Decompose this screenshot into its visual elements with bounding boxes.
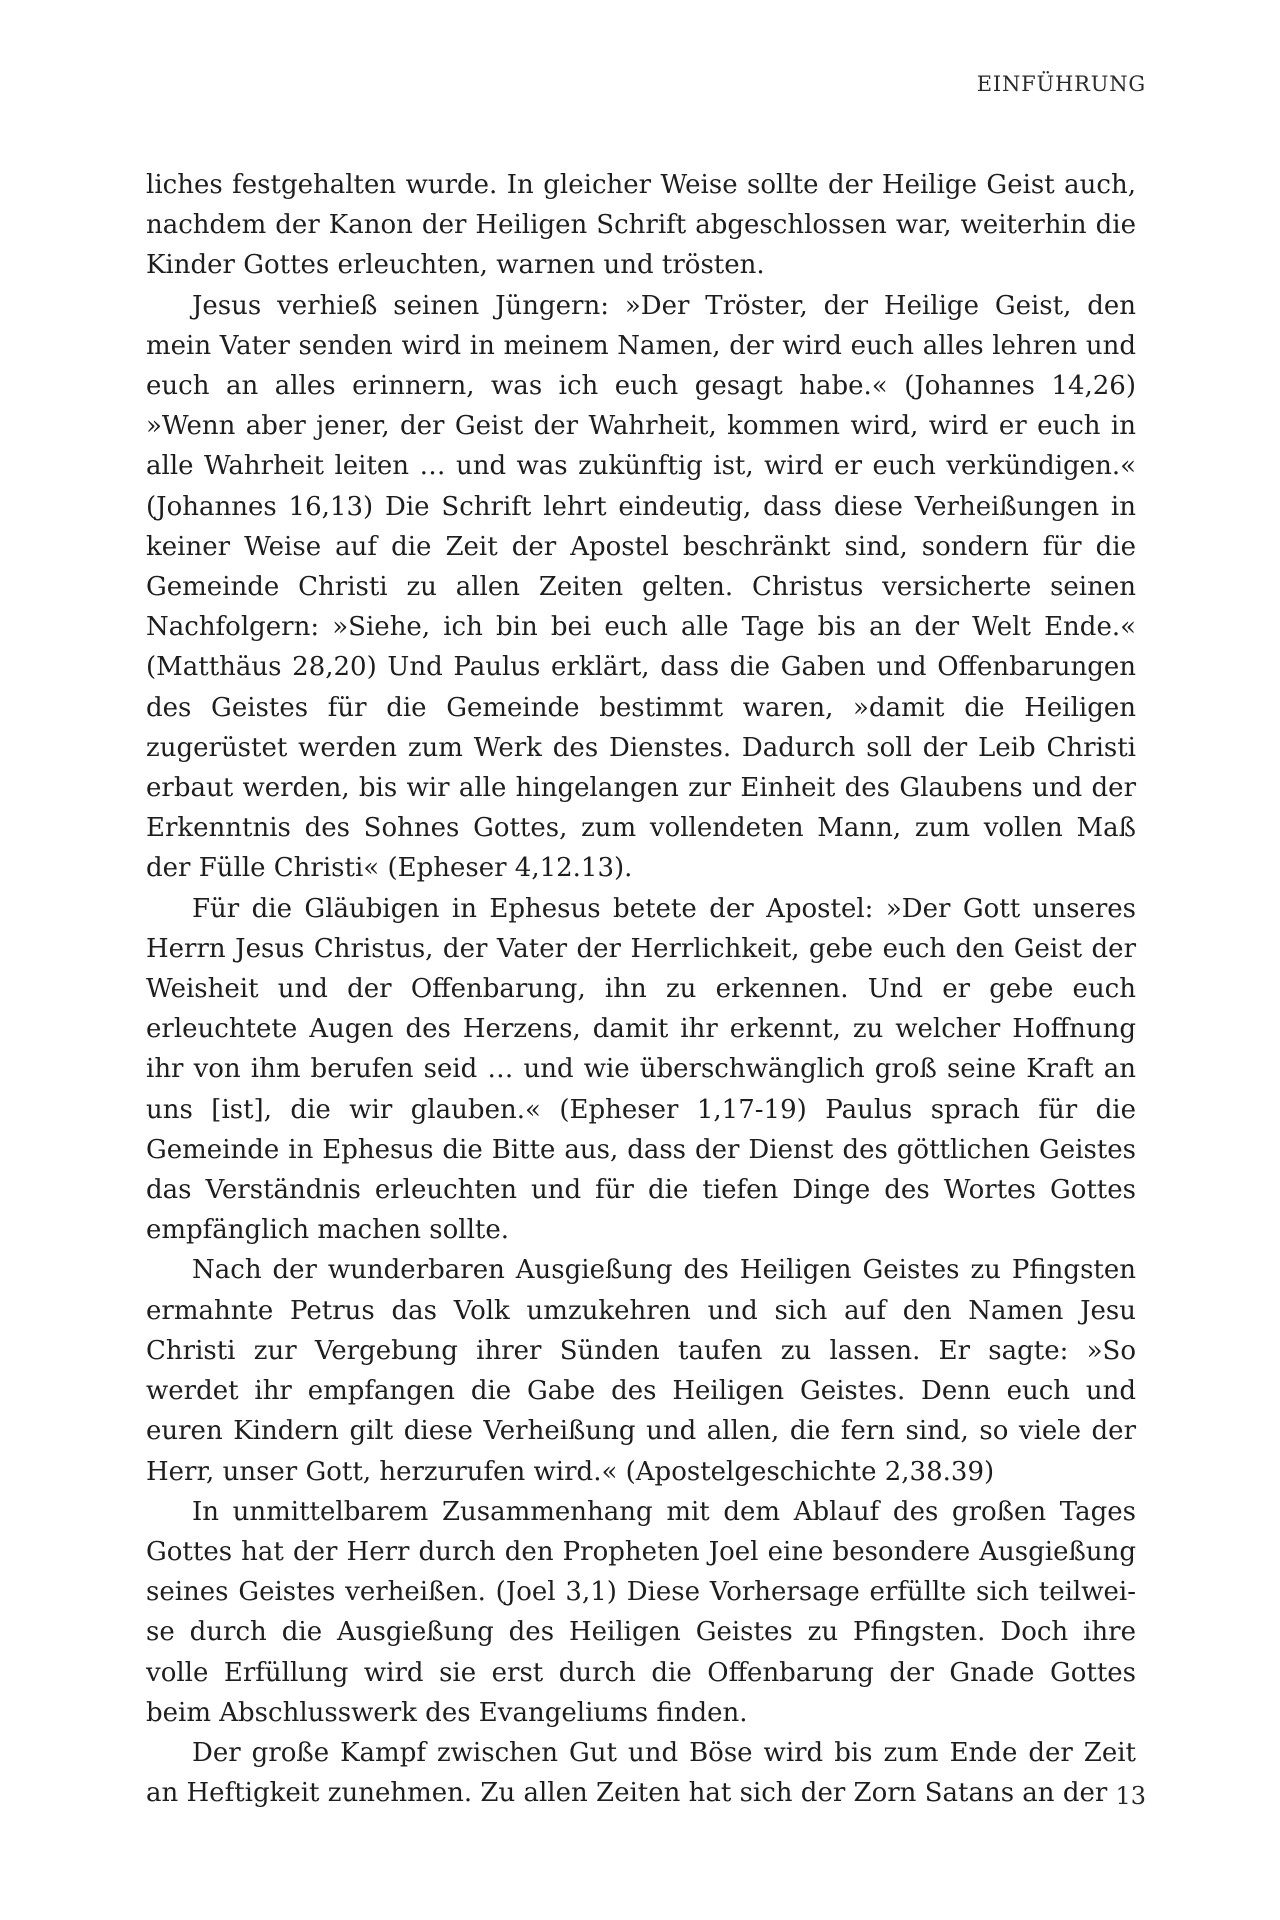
body-text bbox=[146, 165, 1136, 1813]
paragraph: liches festgehalten wurde. In gleicher Weise sollte der Heilige Geist auch, nachdem der Kanon der Heiligen Schrift abgeschlossen war, weiterhin die Kinder Gottes erleuchten, warnen und trösten. bbox=[146, 170, 1136, 281]
page-number: 13 bbox=[1115, 1782, 1146, 1810]
paragraph: In unmittelbarem Zusammenhang mit dem Ablauf des großen Tages Gottes hat der Herr durch den Propheten Joel eine besondere Ausgießung seines Geistes verheißen. (Joel 3,1) Diese Vorhersage erfüllte sich teilweise durch die Ausgießung des Heiligen Geistes zu Pfingsten. Doch ihre volle Erfüllung wird sie erst durch die Offenbarung der Gnade Gottes beim Abschlusswerk des Evangeliums finden. bbox=[146, 1496, 1136, 1728]
paragraph: Der große Kampf zwischen Gut und Böse wird bis zum Ende der Zeit an Heftigkeit zunehmen. Zu allen Zeiten hat sich der Zorn Satans an der bbox=[146, 1737, 1136, 1809]
paragraph: Nach der wunderbaren Ausgießung des Heiligen Geistes zu Pfingsten ermahnte Petrus das Volk umzukehren und sich auf den Namen Jesu Christi zur Vergebung ihrer Sünden taufen zu lassen. Er sagte: »So werdet ihr empfangen die Gabe des Heiligen Geistes. Denn euch und euren Kindern gilt diese Verheißung und allen, die fern sind, so viele der Herr, unser Gott, herzurufen wird.« (Apostelgeschichte 2,38.39) bbox=[146, 1255, 1136, 1487]
paragraph: Für die Gläubigen in Ephesus betete der Apostel: »Der Gott unseres Herrn Jesus Christus, der Vater der Herrlichkeit, gebe euch den Geist der Weisheit und der Offenbarung, ihn zu erkennen. Und er gebe euch erleuchtete Augen des Herzens, damit ihr erkennt, zu welcher Hoffnung ihr von ihm berufen seid … und wie überschwänglich groß seine Kraft an uns [ist], die wir glauben.« (Epheser 1,17-19) Paulus sprach für die Gemeinde in Ephesus die Bitte aus, dass der Dienst des göttlichen Geistes das Verständnis erleuchten und für die tiefen Dinge des Wortes Gottes empfänglich machen sollte. bbox=[146, 893, 1136, 1246]
paragraph: Jesus verhieß seinen Jüngern: »Der Tröster, der Heilige Geist, den mein Vater senden wird in meinem Namen, der wird euch alles lehren und euch an alles erinnern, was ich euch gesagt habe.« (Johannes 14,26) »Wenn aber jener, der Geist der Wahrheit, kommen wird, wird er euch in alle Wahrheit leiten … und was zukünftig ist, wird er euch verkündigen.« (Johannes 16,13) Die Schrift lehrt eindeutig, dass diese Verheißungen in keiner Weise auf die Zeit der Apostel beschränkt sind, sondern für die Gemeinde Christi zu allen Zeiten gelten. Christus versicherte seinen Nachfolgern: »Siehe, ich bin bei euch alle Tage bis an der Welt Ende.« (Matthäus 28,20) Und Paulus erklärt, dass die Gaben und Offenbarungen des Geistes für die Gemeinde bestimmt waren, »damit die Heiligen zugerüstet werden zum Werk des Dienstes. Dadurch soll der Leib Christi erbaut werden, bis wir alle hingelangen zur Einheit des Glaubens und der Erkenntnis des Sohnes Gottes, zum vollendeten Mann, zum vollen Maß der Fülle Christi« (Epheser 4,12.13). bbox=[146, 290, 1136, 884]
running-head: EINFÜHRUNG bbox=[976, 72, 1146, 96]
